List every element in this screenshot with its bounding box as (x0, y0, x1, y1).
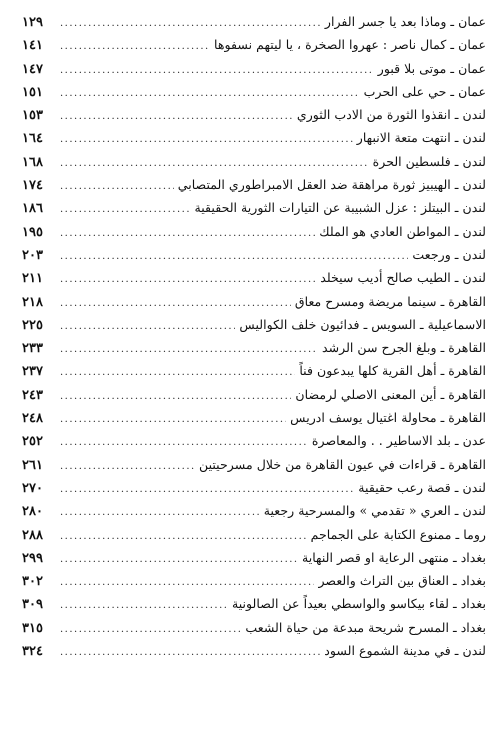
toc-entry (22, 499, 486, 522)
toc-entry-page-number: ١٦٤ (22, 131, 43, 147)
toc-entry-page-number: ٢٣٣ (22, 341, 43, 357)
toc-entry-page-number: ٢١١ (22, 271, 43, 287)
toc-entry-title: لندن ـ العري « تقدمي » والمسرحية رجعية (263, 503, 486, 519)
toc-entry (22, 80, 486, 103)
dot-leader (60, 385, 291, 408)
dot-leader (60, 12, 321, 35)
toc-entry (22, 10, 486, 33)
toc-entry-title: لندن ـ الهيبيز ثورة مراهقة ضد العقل الامبراطوري المتصابي (177, 177, 486, 193)
toc-entry-title: بغداد ـ منتهى الرعاية او قصر النهاية (301, 549, 486, 565)
dot-leader (60, 35, 210, 58)
toc-entry (22, 336, 486, 359)
dot-leader (60, 222, 315, 245)
toc-entry (22, 546, 486, 569)
dot-leader (60, 105, 293, 128)
toc-entry (22, 150, 486, 173)
toc-entry-title: الاسماعيلية ـ السويس ـ فدائيون خلف الكواليس (239, 316, 486, 332)
toc-entry-page-number: ٣٢٤ (22, 644, 43, 660)
toc-entry (22, 33, 486, 56)
dot-leader (60, 594, 228, 617)
toc-entry (22, 173, 486, 196)
toc-entry-page-number: ٢١٨ (22, 294, 43, 310)
toc-entry-title: بغداد ـ المسرح شريحة مبدعة من حياة الشعب (245, 619, 486, 635)
dot-leader (60, 361, 295, 384)
toc-entry-page-number: ١٤١ (22, 38, 43, 54)
toc-entry-title: القاهرة ـ أهل القرية كلها يبدعون فناً (299, 363, 486, 379)
dot-leader (60, 245, 408, 268)
toc-entry-page-number: ٢٩٩ (22, 550, 43, 566)
toc-entry-title: لندن ـ انتهت متعة الانبهار (356, 130, 486, 146)
dot-leader (60, 431, 308, 454)
toc-entry (22, 220, 486, 243)
dot-leader (60, 152, 369, 175)
toc-entry (22, 523, 486, 546)
toc-entry-title: القاهرة ـ قراءات في عيون القاهرة من خلال مسرحيتين (199, 456, 486, 472)
toc-entry-title: عمان ـ حي على الحرب (363, 83, 486, 99)
dot-leader (60, 315, 235, 338)
toc-entry-title: روما ـ ممنوع الكتابة على الجماجم (310, 526, 486, 542)
toc-entry-page-number: ١٥٣ (22, 108, 43, 124)
toc-entry-title: عمان ـ كمال ناصر : عهروا الصخرة ، يا ليتهم نسفوها (213, 37, 486, 53)
toc-entry-title: لندن ـ المواطن العادي هو الملك (319, 223, 486, 239)
toc-entry-title: لندن ـ في مدينة الشموع السود (324, 643, 486, 659)
toc-entry-title: عدن ـ بلد الاساطير . . والمعاصرة (311, 433, 486, 449)
toc-entry-title: عمان ـ موتى بلا قبور (377, 60, 486, 76)
toc-entry-title: بغداد ـ لقاء بيكاسو والواسطي بعيداً عن الصالونية (231, 596, 486, 612)
toc-entry-title: القاهرة ـ محاولة اغتيال يوسف ادريس (290, 410, 486, 426)
dot-leader (60, 548, 298, 571)
toc-entry (22, 453, 486, 476)
toc-entry-page-number: ٢٨٨ (22, 527, 43, 543)
toc-entry-title: القاهرة ـ سينما مريضة ومسرح معاق (294, 293, 486, 309)
toc-entry (22, 476, 486, 499)
toc-entry (22, 266, 486, 289)
dot-leader (60, 501, 260, 524)
toc-entry-page-number: ١٩٥ (22, 224, 43, 240)
toc-entry-page-number: ٢٠٣ (22, 247, 43, 263)
dot-leader (60, 82, 360, 105)
toc-entry-title: القاهرة ـ أين المعنى الاصلي لرمضان (295, 386, 486, 402)
toc-entry-page-number: ٢٨٠ (22, 504, 43, 520)
toc-entry (22, 569, 486, 592)
dot-leader (60, 455, 195, 478)
dot-leader (60, 175, 174, 198)
dot-leader (60, 292, 291, 315)
toc-entry-page-number: ١٦٨ (22, 154, 43, 170)
toc-entry-page-number: ١٢٩ (22, 15, 43, 30)
dot-leader (60, 268, 316, 291)
toc-entry-page-number: ٢٥٢ (22, 434, 43, 450)
toc-entry (22, 639, 486, 662)
toc-entry (22, 243, 486, 266)
toc-entry-title: لندن ـ البيتلز : عزل الشبيبة عن التيارات الثورية الحقيقية (194, 200, 486, 216)
toc-entry-page-number: ١٨٦ (22, 201, 43, 217)
dot-leader (60, 408, 286, 431)
dot-leader (60, 525, 307, 548)
toc-entry-title: لندن ـ الطيب صالح أديب سيخلد (320, 270, 486, 286)
toc-entry-page-number: ٣٠٩ (22, 597, 43, 613)
toc-entry-page-number: ٣١٥ (22, 620, 43, 636)
dot-leader (60, 338, 318, 361)
toc-entry-page-number: ٢٤٣ (22, 387, 43, 403)
dot-leader (60, 59, 374, 82)
toc-entry (22, 592, 486, 615)
toc-entry-title: لندن ـ انقذوا الثورة من الادب الثوري (296, 107, 486, 123)
toc-entry-title: لندن ـ فلسطين الحرة (372, 153, 486, 169)
dot-leader (60, 198, 190, 221)
toc-entry-page-number: ١٥١ (22, 84, 43, 100)
toc-entry-title: القاهرة ـ وبلغ الجرح سن الرشد (321, 340, 486, 356)
toc-entry-page-number: ٣٠٢ (22, 574, 43, 590)
toc-entry-title: عمان ـ وماذا بعد يا جسر الفرار (324, 14, 486, 29)
toc-entry (22, 196, 486, 219)
toc-entry (22, 290, 486, 313)
toc-entry-page-number: ٢٤٨ (22, 411, 43, 427)
toc-entry (22, 406, 486, 429)
toc-entry-page-number: ١٧٤ (22, 178, 43, 194)
toc-entry (22, 103, 486, 126)
dot-leader (60, 618, 241, 641)
dot-leader (60, 128, 353, 151)
toc-entry-title: لندن ـ قصة رعب حقيقية (358, 479, 486, 495)
toc-entry (22, 126, 486, 149)
toc-entry-page-number: ٢٣٧ (22, 364, 43, 380)
toc-entry-page-number: ٢٢٥ (22, 317, 43, 333)
dot-leader (60, 571, 314, 594)
toc-entry (22, 429, 486, 452)
toc-entry-title: لندن ـ ورجعت (412, 246, 486, 262)
toc-entry-page-number: ١٤٧ (22, 61, 43, 77)
toc-entry (22, 616, 486, 639)
dot-leader (60, 478, 354, 501)
toc-entry-page-number: ٢٧٠ (22, 480, 43, 496)
toc-entry (22, 383, 486, 406)
dot-leader (60, 641, 320, 664)
toc-entry (22, 57, 486, 80)
toc-entry-page-number: ٢٦١ (22, 457, 43, 473)
toc-entry (22, 359, 486, 382)
toc-entry (22, 313, 486, 336)
toc-entry-title: بغداد ـ العناق بين التراث والعصر (318, 573, 486, 589)
